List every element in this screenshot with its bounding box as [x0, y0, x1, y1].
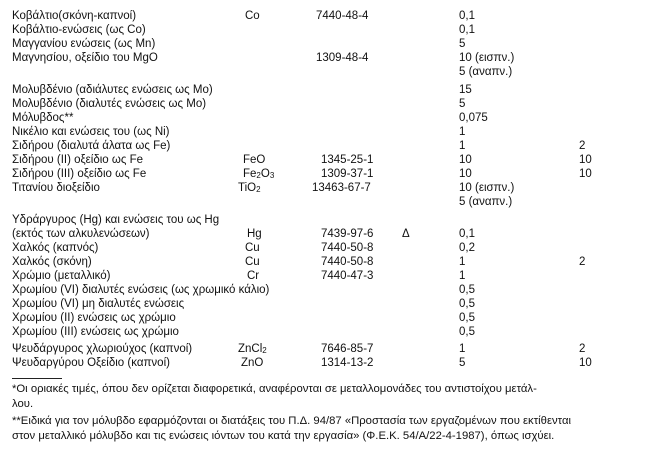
substance-name: Χρωμίου (ΙΙΙ) ενώσεις ως χρώμιο	[12, 326, 179, 338]
cas-number: 7440-47-3	[321, 270, 374, 282]
substance-name: Χρωμίου (VI) μη διαλυτές ενώσεις	[12, 298, 185, 310]
table-row	[0, 83, 656, 98]
substance-name: Μολυβδένιο (διαλυτές ενώσεις ως Mo)	[12, 98, 207, 110]
substance-name: Χρώμιο (μεταλλικό)	[12, 270, 111, 282]
limit-value-short: 10	[579, 168, 592, 180]
table-row	[0, 255, 656, 270]
footnote-1	[12, 382, 644, 411]
limit-value-8h: 0,5	[459, 312, 475, 324]
table-row	[0, 356, 656, 371]
chemical-symbol	[238, 181, 261, 195]
footnote-1-line-2: λου.	[12, 397, 34, 410]
cas-number: 7439-97-6	[321, 228, 374, 240]
substance-name: Μολυβδένιο (αδιάλυτες ενώσεις ως Mo)	[12, 84, 213, 96]
table-row	[0, 111, 656, 126]
limit-value-8h: 0,075	[459, 112, 488, 124]
substance-name: Τιτανίου διοξείδιο	[12, 182, 100, 194]
limit-value-8h: 1	[459, 256, 466, 268]
substance-name: Ψευδαργύρου Οξείδιο (καπνοί)	[12, 357, 170, 369]
table-row	[0, 283, 656, 298]
table-row	[0, 65, 656, 80]
table-row	[0, 195, 656, 210]
substance-name: Μαγγανίου ενώσεις (ως Mn)	[12, 38, 156, 50]
chemical-symbol-text: TiO	[238, 182, 257, 194]
limit-value-8h: 1	[459, 343, 466, 355]
footnote-2	[12, 414, 644, 443]
substance-name: Νικέλιο και ενώσεις του (ως Ni)	[12, 126, 170, 138]
limit-value-8h: 5	[459, 357, 466, 369]
limit-value-short: 10	[579, 357, 592, 369]
limit-value-8h: 5 (αναπν.)	[459, 66, 513, 78]
chemical-symbol-text: Co	[245, 10, 260, 22]
substance-name: Χαλκός (σκόνη)	[12, 256, 92, 268]
chemical-symbol	[245, 255, 260, 269]
limit-value-short: 2	[579, 140, 586, 152]
chemical-symbol-text: Cr	[247, 270, 260, 282]
chemical-symbol-subscript: 2	[256, 185, 261, 194]
cas-number: 7440-48-4	[316, 10, 369, 22]
remark-mark: Δ	[402, 228, 410, 240]
table-row	[0, 269, 656, 284]
chemical-symbol	[241, 356, 263, 370]
table-row	[0, 23, 656, 38]
limit-value-8h: 0,5	[459, 284, 475, 296]
chemical-symbol-text: Hg	[247, 228, 262, 240]
chemical-symbol	[238, 342, 267, 356]
chemical-symbol-subscript: 2	[262, 346, 267, 355]
limit-value-8h: 0,5	[459, 326, 475, 338]
table-row	[0, 181, 656, 196]
chemical-symbol-text: ZnO	[241, 357, 264, 369]
limit-value-8h: 0,1	[459, 10, 475, 22]
limit-value-8h: 1	[459, 140, 466, 152]
chemical-symbol	[245, 241, 260, 255]
substance-name: Σιδήρου (διαλυτά άλατα ως Fe)	[12, 140, 171, 152]
table-row	[0, 153, 656, 168]
chemical-symbol-text: ZnCl	[238, 343, 263, 355]
limit-value-8h: 5	[459, 38, 466, 50]
chemical-symbol	[243, 153, 265, 167]
cas-number: 13463-67-7	[312, 182, 371, 194]
table-row	[0, 227, 656, 242]
substance-name: Σιδήρου (ΙΙΙ) οξείδιο ως Fe	[12, 168, 147, 180]
substance-name: Μαγνησίου, οξείδιο του MgO	[12, 52, 158, 64]
cas-number: 7440-50-8	[321, 242, 374, 254]
chemical-symbol-text: Cu	[245, 242, 260, 254]
chemical-symbol-text: FeO	[243, 154, 266, 166]
chemical-symbol-text: O	[260, 168, 270, 180]
chemical-symbol	[247, 227, 262, 241]
chemical-symbol-subscript: 3	[269, 171, 275, 180]
limit-value-8h: 1	[459, 270, 466, 282]
substance-name: Υδράργυρος (Hg) και ενώσεις του ως Hg	[12, 214, 220, 226]
table-row	[0, 51, 656, 66]
limit-value-8h: 0,1	[459, 24, 475, 36]
limit-value-8h: 5 (αναπν.)	[459, 196, 513, 208]
limit-value-short: 2	[579, 256, 586, 268]
table-row	[0, 139, 656, 154]
table-row	[0, 9, 656, 24]
footnote-2-line-1: **Ειδικά για τον μόλυβδο εφαρμόζονται οι διατάξεις του Π.Δ. 94/87 «Προστασία των εργαζομένων που εκτίθενται	[12, 415, 571, 427]
table-row	[0, 125, 656, 140]
cas-number: 1314-13-2	[321, 357, 374, 369]
chemical-symbol	[243, 167, 274, 181]
limit-value-8h: 1	[459, 126, 466, 138]
limit-value-8h: 10	[459, 154, 472, 166]
substance-name: Κοβάλτιο(σκόνη-καπνοί)	[12, 10, 137, 22]
limit-value-8h: 0,5	[459, 298, 475, 310]
substance-name: (εκτός των αλκυλενώσεων)	[12, 228, 150, 240]
substance-name: Κοβάλτιο-ενώσεις (ως Co)	[12, 24, 146, 36]
substance-name: Χαλκός (καπνός)	[12, 242, 99, 254]
footnote-divider	[12, 378, 62, 379]
substance-name: Χρωμίου (VI) διαλυτές ενώσεις (ως χρωμικό κάλιο)	[12, 284, 270, 296]
substance-name: Μόλυβδος**	[12, 112, 74, 124]
limit-value-short: 10	[579, 154, 592, 166]
table-row	[0, 325, 656, 340]
substance-name: Χρωμίου (ΙΙ) ενώσεις ως χρώμιο	[12, 312, 176, 324]
limit-value-short: 2	[579, 343, 586, 355]
table-row	[0, 167, 656, 182]
cas-number: 7440-50-8	[321, 256, 374, 268]
cas-number: 7646-85-7	[321, 343, 374, 355]
chemical-symbol	[245, 9, 260, 23]
limit-value-8h: 5	[459, 98, 466, 110]
substance-name: Ψευδάργυρος χλωριούχος (καπνοί)	[12, 343, 193, 355]
limit-value-8h: 15	[459, 84, 472, 96]
cas-number: 1309-48-4	[316, 52, 369, 64]
chemical-symbol-text: Fe	[243, 168, 257, 180]
chemical-symbol-text: Cu	[245, 256, 260, 268]
chemical-symbol-subscript: 2	[256, 171, 261, 180]
limit-value-8h: 0,1	[459, 228, 475, 240]
substance-name: Σιδήρου (ΙΙ) οξείδιο ως Fe	[12, 154, 144, 166]
limit-value-8h: 10 (εισπν.)	[459, 52, 515, 64]
cas-number: 1309-37-1	[321, 168, 374, 180]
limit-value-8h: 0,2	[459, 242, 475, 254]
table-row	[0, 241, 656, 256]
table-row	[0, 37, 656, 52]
table-row	[0, 342, 656, 357]
cas-number: 1345-25-1	[321, 154, 374, 166]
footnote-1-line-1: *Οι οριακές τιμές, όπου δεν ορίζεται διαφορετικά, αναφέρονται σε μεταλλομονάδες του αντιστοίχου μετάλ-	[12, 383, 537, 395]
table-row	[0, 97, 656, 112]
table-row	[0, 213, 656, 228]
footnote-2-line-2: στον μεταλλικό μόλυβδο και τις ενώσεις ιόντων του κατά την εργασία» (Φ.Ε.Κ. 54/Α/22-4-1987), όπως ισχύει.	[12, 429, 555, 442]
table-row	[0, 311, 656, 326]
limit-value-8h: 10 (εισπν.)	[459, 182, 515, 194]
limit-value-8h: 10	[459, 168, 472, 180]
chemical-symbol	[247, 269, 259, 283]
table-row	[0, 297, 656, 312]
